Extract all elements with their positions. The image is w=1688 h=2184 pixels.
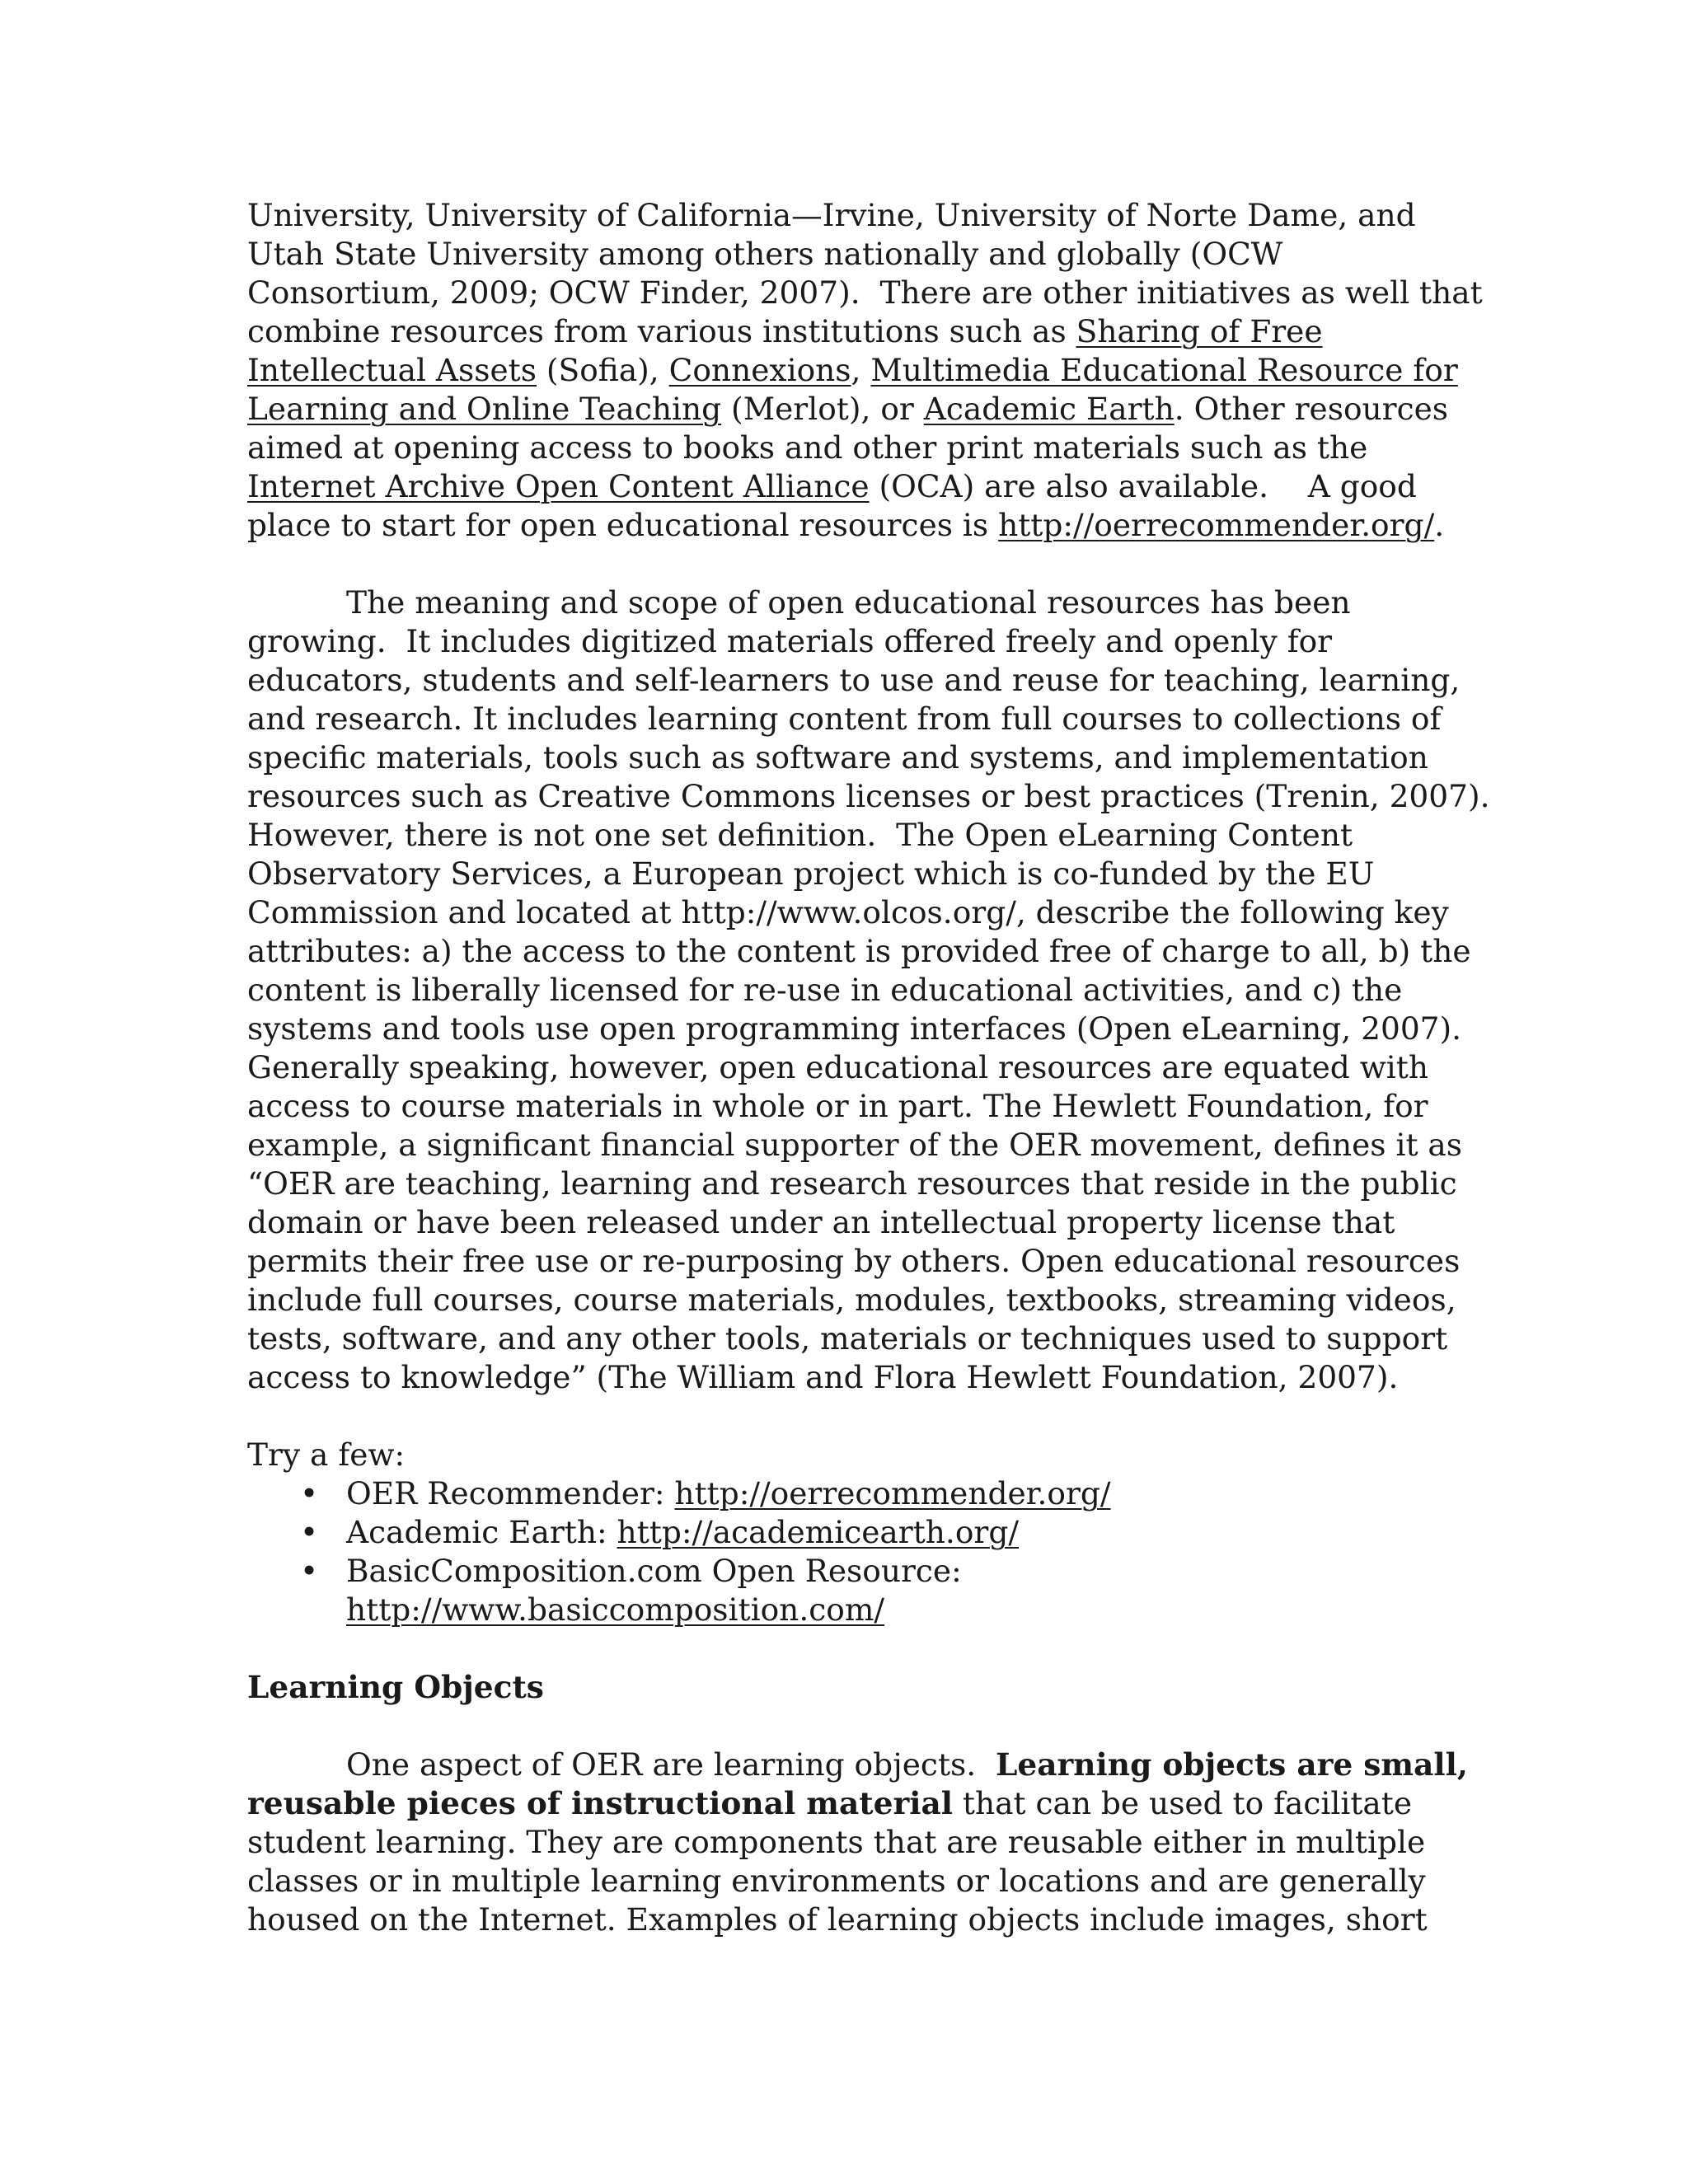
try-a-few-section (247, 1436, 1451, 1629)
link-merlot-cont[interactable]: Learning and Online Teaching (247, 391, 722, 427)
text-line: permits their free use or re-purposing by others. Open educational resources (247, 1243, 1461, 1279)
link-academic-earth[interactable]: Academic Earth (923, 391, 1175, 427)
document-page (247, 196, 1490, 1939)
link-oerrecommender[interactable]: http://oerrecommender.org/ (998, 507, 1435, 543)
text-line: aimed at opening access to books and other print materials such as the (247, 429, 1368, 466)
text-line: Consortium, 2009; OCW Finder, 2007). There are other initiatives as well that (247, 274, 1483, 311)
text-span: (Sofia), (536, 352, 669, 388)
text-span: One aspect of OER are learning objects. (346, 1746, 996, 1783)
link-sofia-cont[interactable]: Intellectual Assets (247, 352, 537, 388)
text-line (247, 1746, 1468, 1784)
paragraph-gap (247, 1707, 1451, 1746)
text-span: combine resources from various institutions such as (247, 313, 1076, 349)
text-line: Commission and located at http://www.olcos.org/, describe the following key (247, 894, 1449, 930)
text-line (247, 1784, 1451, 1823)
text-line (247, 351, 1458, 390)
paragraph-oer-initiatives (247, 196, 1483, 545)
bold-definition: reusable pieces of instructional material (247, 1785, 953, 1821)
text-line: attributes: a) the access to the content is provided free of charge to all, b) the (247, 933, 1471, 969)
text-line: systems and tools use open programming interfaces (Open eLearning, 2007). (247, 1010, 1462, 1047)
link-oerrecommender-list[interactable]: http://oerrecommender.org/ (674, 1475, 1111, 1511)
list-item (247, 1474, 1451, 1513)
list-item (247, 1552, 1451, 1629)
paragraph-gap (247, 1397, 1451, 1436)
link-connexions[interactable]: Connexions (668, 352, 851, 388)
text-line: Utah State University among others nationally and globally (OCW (247, 236, 1283, 272)
text-line: The meaning and scope of open educational resources has been (346, 584, 1351, 621)
text-line: include full courses, course materials, modules, textbooks, streaming videos, (247, 1282, 1456, 1318)
text-line (247, 312, 1451, 351)
bold-definition: Learning objects are small, (996, 1746, 1468, 1783)
paragraph-gap (247, 1629, 1451, 1668)
text-line (247, 390, 1451, 429)
text-span: that can be used to facilitate (953, 1785, 1413, 1821)
text-span: (Merlot), or (721, 391, 924, 427)
text-line (247, 467, 1451, 506)
text-span: . (1434, 507, 1445, 543)
text-line: classes or in multiple learning environments or locations and are generally (247, 1863, 1426, 1899)
text-line: and research. It includes learning content from full courses to collections of (247, 701, 1442, 737)
link-sofia[interactable]: Sharing of Free (1076, 313, 1323, 349)
resource-label: Academic Earth: (346, 1514, 617, 1550)
text-line (247, 506, 1451, 545)
text-line: “OER are teaching, learning and research resources that reside in the public (247, 1165, 1457, 1202)
link-merlot[interactable]: Multimedia Educational Resource for (870, 352, 1458, 388)
text-line: example, a significant financial supporter of the OER movement, defines it as (247, 1127, 1463, 1163)
text-line: domain or have been released under an intellectual property license that (247, 1204, 1395, 1240)
resource-label: BasicComposition.com Open Resource: (346, 1553, 962, 1589)
bullet-icon: • (300, 1514, 319, 1550)
text-line: growing. It includes digitized materials offered freely and openly for (247, 623, 1333, 659)
text-line: Generally speaking, however, open educational resources are equated with (247, 1049, 1429, 1085)
text-line: However, there is not one set definition. The Open eLearning Content (247, 817, 1353, 853)
try-intro: Try a few: (247, 1436, 406, 1473)
resource-label: OER Recommender: (346, 1475, 675, 1511)
text-line: student learning. They are components that are reusable either in multiple (247, 1824, 1426, 1860)
text-line: resources such as Creative Commons licenses or best practices (Trenin, 2007). (247, 778, 1490, 814)
bullet-icon: • (300, 1475, 319, 1511)
text-line: content is liberally licensed for re-use in educational activities, and c) the (247, 972, 1403, 1008)
link-basiccomposition-list[interactable]: http://www.basiccomposition.com/ (346, 1591, 885, 1628)
text-span: place to start for open educational resources is (247, 507, 999, 543)
text-span: (OCA) are also available. A good (869, 468, 1417, 504)
link-academicearth-list[interactable]: http://academicearth.org/ (617, 1514, 1019, 1550)
paragraph-oer-meaning (247, 583, 1490, 1397)
learning-objects-section (247, 1668, 1468, 1939)
text-line: specific materials, tools such as software and systems, and implementation (247, 739, 1428, 776)
text-line: educators, students and self-learners to use and reuse for teaching, learning, (247, 662, 1461, 698)
text-span: . Other resources (1174, 391, 1449, 427)
text-line: housed on the Internet. Examples of learning objects include images, short (247, 1901, 1428, 1938)
text-line: access to knowledge” (The William and Flora Hewlett Foundation, 2007). (247, 1359, 1399, 1395)
link-internet-archive[interactable]: Internet Archive Open Content Alliance (247, 468, 870, 504)
text-line: tests, software, and any other tools, materials or techniques used to support (247, 1320, 1448, 1357)
text-line: University, University of California—Irvine, University of Norte Dame, and (247, 197, 1416, 233)
paragraph-gap (247, 545, 1451, 583)
text-line: access to course materials in whole or in part. The Hewlett Foundation, for (247, 1088, 1428, 1124)
list-item (247, 1513, 1451, 1552)
text-line: Observatory Services, a European project which is co-funded by the EU (247, 855, 1375, 892)
resource-list (247, 1474, 1451, 1629)
bullet-icon: • (300, 1553, 319, 1589)
text-span: , (851, 352, 871, 388)
section-heading: Learning Objects (247, 1669, 544, 1705)
